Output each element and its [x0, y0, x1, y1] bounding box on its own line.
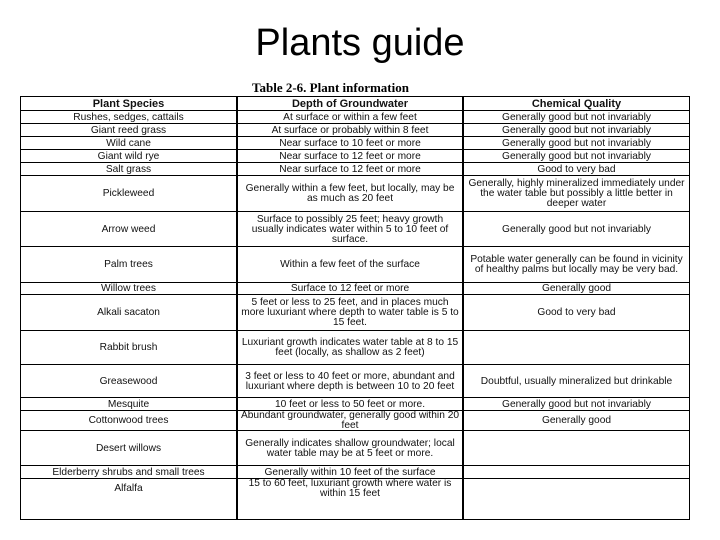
cell-depth-of-groundwater: Surface to possibly 25 feet; heavy growth usually indicates water within 5 to 10 feet of surface.: [251, 213, 449, 245]
cell-depth-of-groundwater: 5 feet or less to 25 feet, and in places much more luxuriant where depth to water table is 5 to 15 feet.: [241, 297, 459, 328]
cell-depth-of-groundwater: 10 feet or less to 50 feet or more.: [274, 398, 426, 410]
cell-plant-species: Palm trees: [104, 259, 153, 270]
plant-information-table: [20, 96, 690, 520]
cell-depth-of-groundwater: 15 to 60 feet, luxuriant growth where water is within 15 feet: [248, 478, 452, 499]
cell-plant-species: Rabbit brush: [99, 342, 158, 353]
cell-chemical-quality: Generally good: [541, 283, 612, 294]
table-row: [21, 410, 689, 431]
cell-chemical-quality: Generally good but not invariably: [502, 398, 651, 410]
cell-chemical-quality: Generally good but not invariably: [502, 111, 651, 123]
cell-depth-of-groundwater: 3 feet or less to 40 feet or more, abundant and luxuriant where depth is between 10 to 20 feet: [245, 370, 455, 392]
table-row: [21, 246, 689, 283]
cell-depth-of-groundwater: Surface to 12 feet or more: [290, 283, 410, 294]
cell-depth-of-groundwater: Generally indicates shallow groundwater; local water table may be at 5 feet or more.: [245, 437, 455, 459]
cell-plant-species: Pickleweed: [102, 188, 155, 199]
cell-depth-of-groundwater: Luxuriant growth indicates water table at 8 to 15 feet (locally, as shallow as 2 feet): [241, 337, 459, 358]
cell-chemical-quality: [464, 331, 689, 365]
cell-plant-species: Greasewood: [99, 375, 158, 387]
cell-chemical-quality: Generally good but not invariably: [502, 223, 651, 235]
table-row: [21, 136, 689, 150]
table-row: [21, 397, 689, 411]
table-row: [21, 478, 689, 499]
table-row: [21, 149, 689, 163]
table-caption: Table 2-6. Plant information: [252, 80, 409, 95]
cell-plant-species: Alkali sacaton: [97, 307, 160, 318]
table-row: [21, 211, 689, 247]
table-row: [21, 175, 689, 212]
table-row: [21, 294, 689, 331]
cell-chemical-quality: Potable water generally can be found in vicinity of healthy palms but locally may be very bad.: [470, 254, 683, 275]
cell-depth-of-groundwater: Within a few feet of the surface: [280, 259, 420, 270]
cell-depth-of-groundwater: Abundant groundwater, generally good within 20 feet: [240, 410, 460, 431]
header-chemical-quality: Chemical Quality: [531, 97, 622, 110]
cell-chemical-quality: Generally good but not invariably: [502, 124, 651, 136]
page-title: Plants guide: [255, 22, 465, 64]
table-row: [21, 162, 689, 176]
header-depth-of-groundwater: Depth of Groundwater: [291, 97, 409, 110]
cell-depth-of-groundwater: Near surface to 12 feet or more: [279, 163, 421, 175]
table-row: [21, 110, 689, 124]
cell-depth-of-groundwater: Near surface to 10 feet or more: [279, 137, 421, 149]
cell-chemical-quality: [464, 479, 689, 499]
cell-chemical-quality: Generally good but not invariably: [502, 150, 651, 162]
cell-depth-of-groundwater: At surface or probably within 8 feet: [271, 124, 429, 136]
cell-depth-of-groundwater: Generally within a few feet, but locally, may be as much as 20 feet: [245, 183, 455, 204]
cell-chemical-quality: Good to very bad: [537, 163, 616, 175]
cell-plant-species: Giant wild rye: [97, 150, 160, 162]
cell-plant-species: Arrow weed: [101, 223, 156, 235]
cell-plant-species: Desert willows: [95, 442, 162, 454]
cell-plant-species: Wild cane: [106, 137, 151, 149]
cell-plant-species: Rushes, sedges, cattails: [73, 111, 184, 123]
table-row: [21, 364, 689, 398]
cell-chemical-quality: Doubtful, usually mineralized but drinkable: [480, 375, 673, 387]
table-row: [21, 430, 689, 466]
cell-plant-species: Elderberry shrubs and small trees: [52, 466, 205, 478]
cell-plant-species: Salt grass: [105, 163, 152, 175]
cell-plant-species: Mesquite: [107, 398, 150, 410]
header-plant-species: Plant Species: [92, 97, 165, 110]
cell-depth-of-groundwater: Near surface to 12 feet or more: [279, 150, 421, 162]
table-header-row: [21, 97, 689, 110]
cell-plant-species: Willow trees: [101, 283, 156, 294]
table-row: [21, 123, 689, 137]
cell-chemical-quality: Generally, highly mineralized immediately under the water table but possibly a little better in deeper water: [468, 178, 685, 209]
cell-plant-species: Alfalfa: [114, 483, 143, 494]
cell-depth-of-groundwater: Generally within 10 feet of the surface: [264, 466, 436, 478]
table-row: [21, 465, 689, 479]
cell-depth-of-groundwater: At surface or within a few feet: [283, 111, 417, 123]
cell-plant-species: Cottonwood trees: [88, 415, 169, 426]
cell-chemical-quality: Generally good but not invariably: [502, 137, 651, 149]
cell-chemical-quality: Good to very bad: [537, 307, 616, 318]
cell-chemical-quality: Generally good: [541, 415, 612, 426]
table-row: [21, 330, 689, 365]
cell-plant-species: Giant reed grass: [90, 124, 167, 136]
cell-chemical-quality: [464, 431, 689, 466]
